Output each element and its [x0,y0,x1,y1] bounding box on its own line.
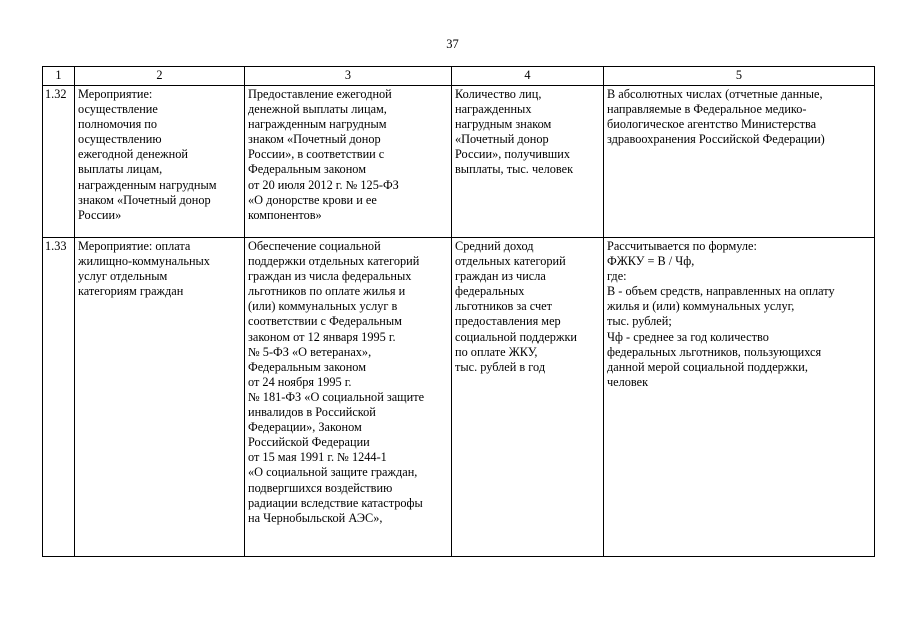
description-cell: Предоставление ежегодной денежной выплаты лицам, награжденным нагрудным знаком «Почетный донор России», в соответствии с Федеральным законом от 20 июля 2012 г. № 125-ФЗ «О донорстве крови и ее компонентов» [245,86,452,238]
measure-name-cell: Мероприятие: осуществление полномочия по осуществлению ежегодной денежной выплаты лицам, награжденным нагрудным знаком «Почетный донор России» [75,86,245,238]
column-header: 5 [604,67,875,86]
indicator-cell: Количество лиц, награжденных нагрудным знаком «Почетный донор России», получивших выплаты, тыс. человек [452,86,604,238]
row-number-cell: 1.33 [43,238,75,557]
indicator-cell: Средний доход отдельных категорий граждан из числа федеральных льготников за счет предоставления мер социальной поддержки по оплате ЖКУ, тыс. рублей в год [452,238,604,557]
column-header: 2 [75,67,245,86]
column-header: 4 [452,67,604,86]
indicators-table [42,66,875,557]
table-row [43,238,875,557]
table-row [43,86,875,238]
page-number: 37 [446,37,459,51]
column-header: 1 [43,67,75,86]
calculation-method-cell: Рассчитывается по формуле: ФЖКУ = В / Чф, где: В - объем средств, направленных на оплату жилья и (или) коммунальных услуг, тыс. рублей; Чф - среднее за год количество федеральных льготников, пользующихся данной мерой социальной поддержки, человек [604,238,875,557]
column-header: 3 [245,67,452,86]
measure-name-cell: Мероприятие: оплата жилищно-коммунальных услуг отдельным категориям граждан [75,238,245,557]
description-cell: Обеспечение социальной поддержки отдельных категорий граждан из числа федеральных льготников по оплате жилья и (или) коммунальных услуг в соответствии с Федеральным законом от 12 января 1995 г. № 5-ФЗ «О ветеранах», Федеральным законом от 24 ноября 1995 г. № 181-ФЗ «О социальной защите инвалидов в Российской Федерации», Законом Российской Федерации от 15 мая 1991 г. № 1244-1 «О социальной защите граждан, подвергшихся воздействию радиации вследствие катастрофы на Чернобыльской АЭС», [245,238,452,557]
row-number-cell: 1.32 [43,86,75,238]
calculation-method-cell: В абсолютных числах (отчетные данные, направляемые в Федеральное медико- биологическое агентство Министерства здравоохранения Российской Федерации) [604,86,875,238]
table-header-row [43,67,875,86]
